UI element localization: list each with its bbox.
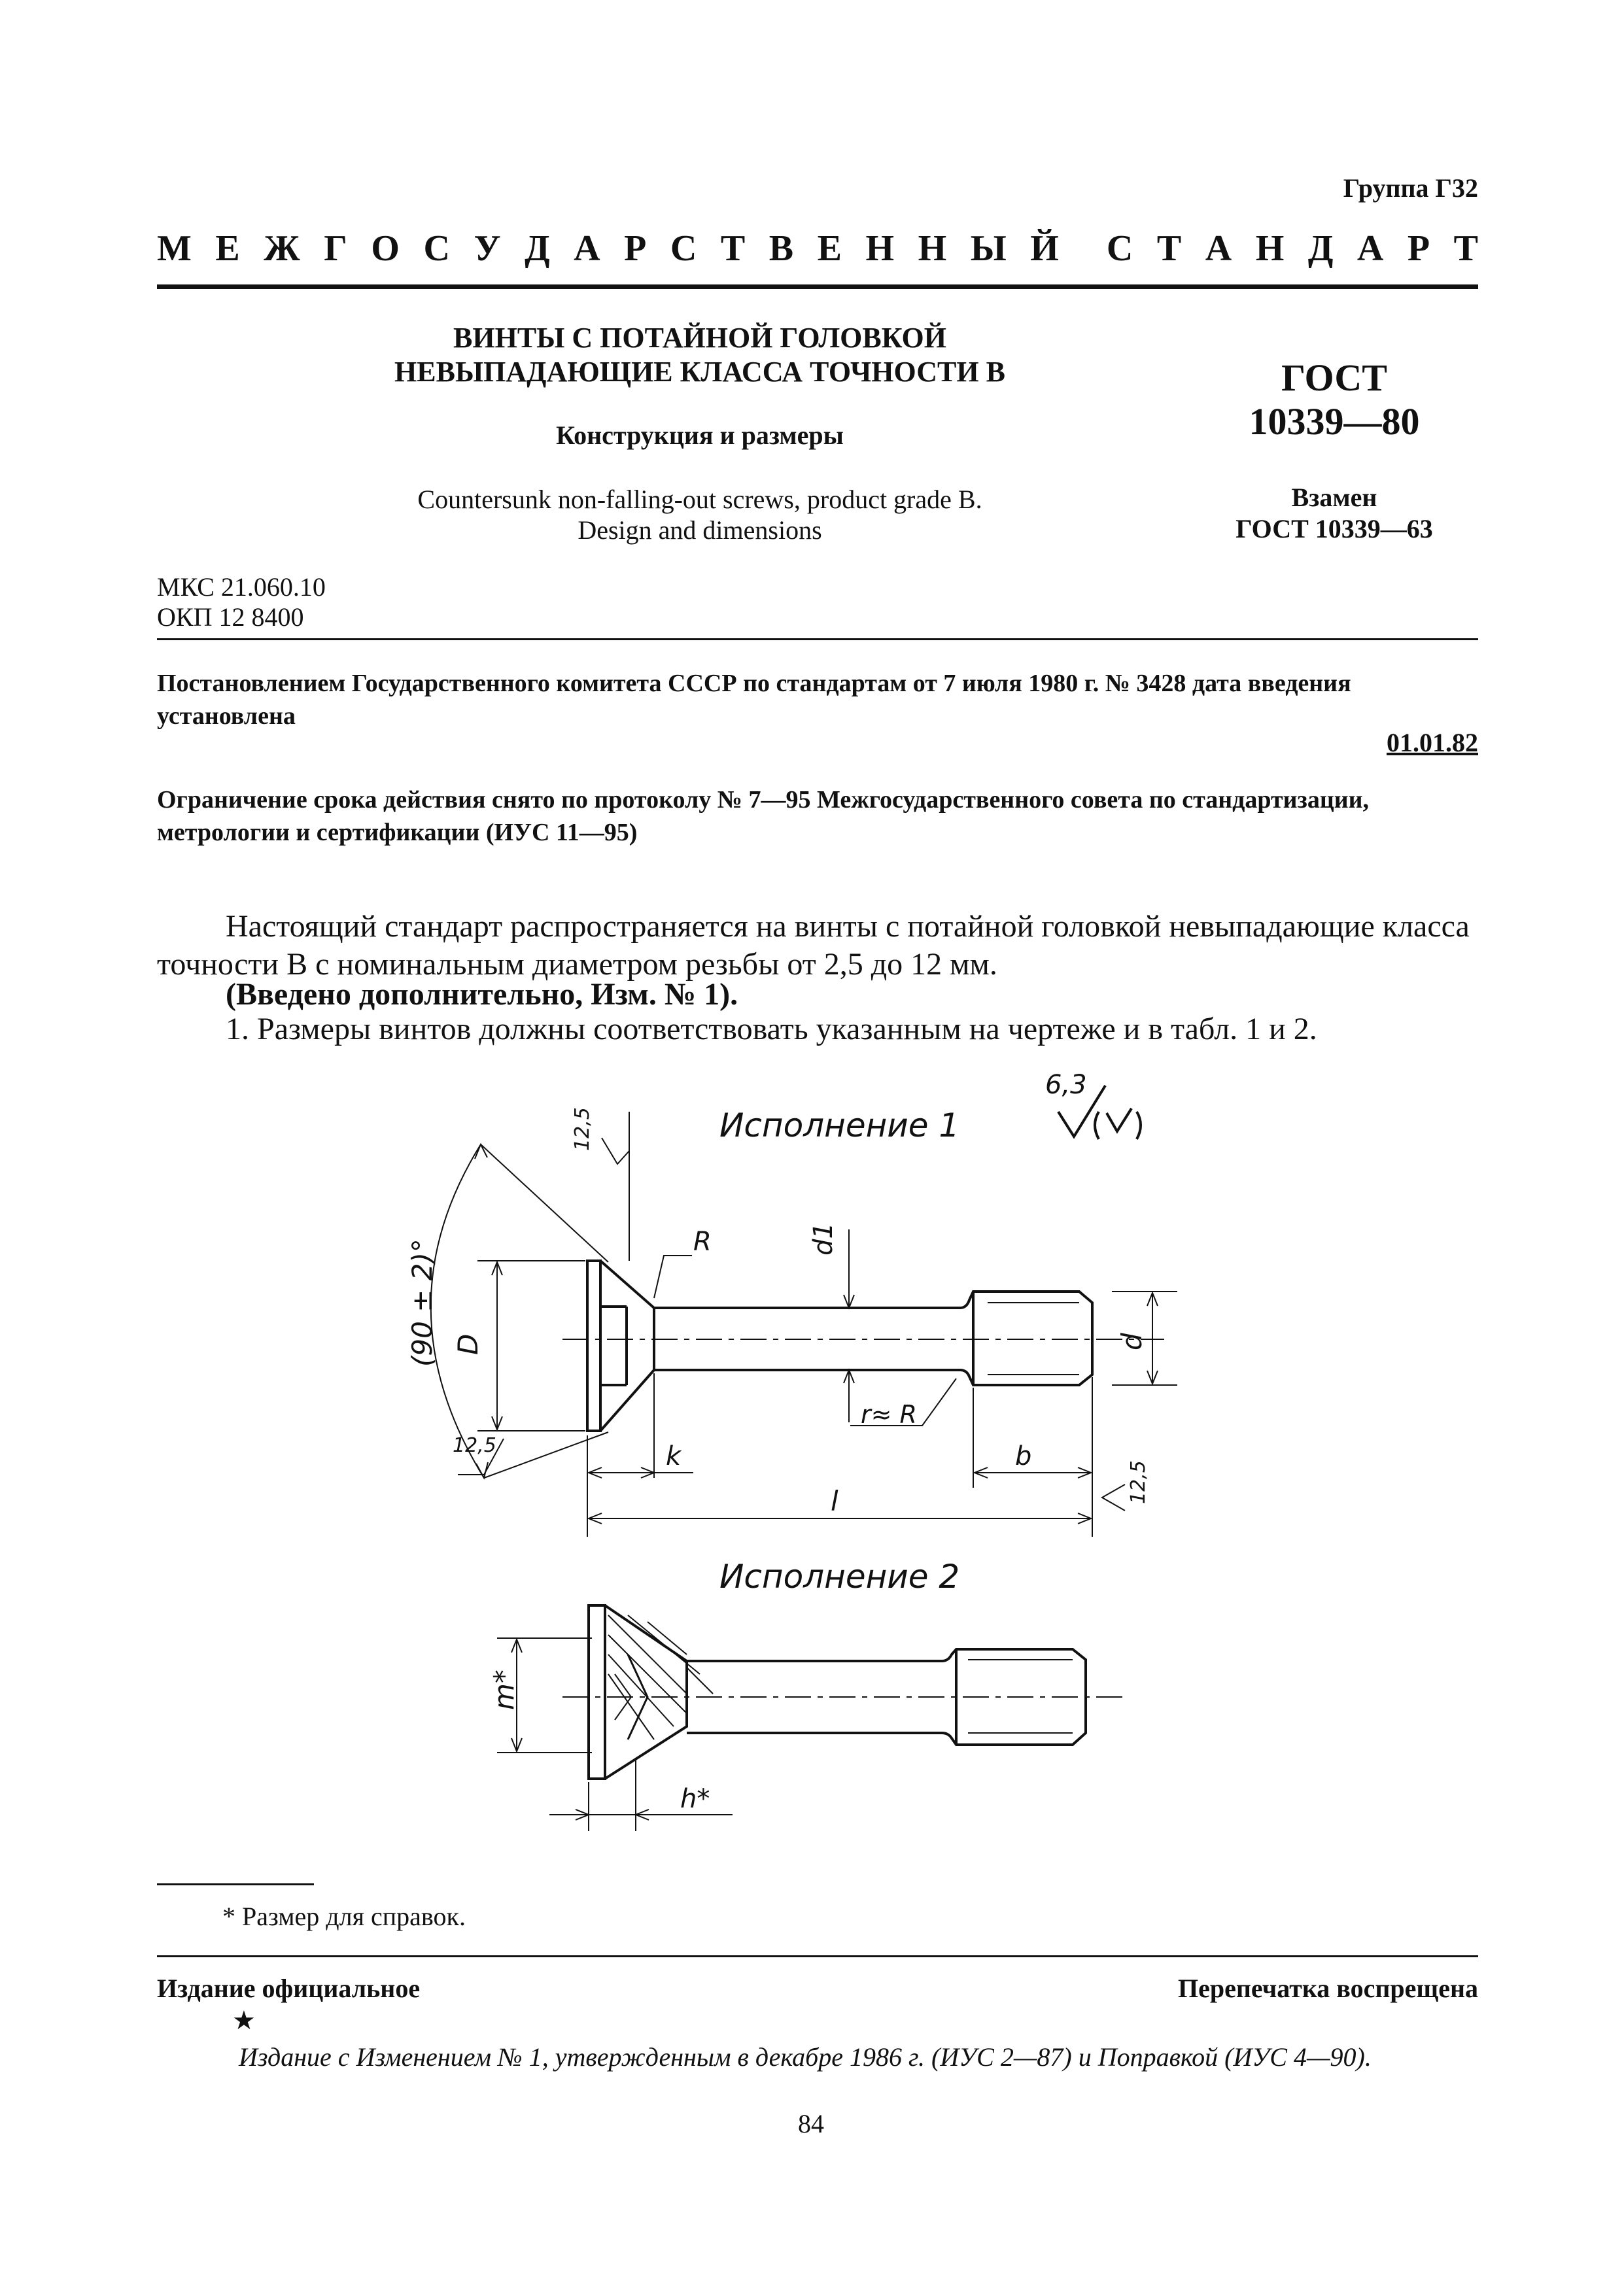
header-letter: Н xyxy=(918,228,947,269)
header-rule xyxy=(157,284,1478,289)
title-english-2: Design and dimensions xyxy=(578,515,822,545)
group-label: Группа Г32 xyxy=(1343,173,1478,203)
page-number: 84 xyxy=(798,2109,824,2138)
header-letter: Н xyxy=(865,228,895,269)
svg-text:h*: h* xyxy=(680,1784,710,1814)
introduced-note: (Введено дополнительно, Изм. № 1). xyxy=(226,977,738,1012)
okp-code: ОКП 12 8400 xyxy=(157,602,304,632)
variant-1-label: Исполнение 1 xyxy=(719,1106,960,1144)
gost-label: ГОСТ xyxy=(1281,356,1387,399)
header-letter: А xyxy=(1356,228,1384,269)
limitation-text: Ограничение срока действия снято по протоколу № 7—95 Межгосударственного совета по стандартизации, метрологии и сертификации (ИУС 11—95) xyxy=(157,786,1370,846)
svg-text:m*: m* xyxy=(488,1670,520,1710)
official-edition: Издание официальное xyxy=(157,1974,421,2003)
svg-text:r≈ R: r≈ R xyxy=(861,1400,917,1429)
header-letter: Н xyxy=(1255,228,1285,269)
header-letter: Ж xyxy=(264,228,300,269)
header-letter: Т xyxy=(1156,228,1182,269)
header-letter: С xyxy=(670,228,697,269)
edition-note: Издание с Изменением № 1, утвержденным в декабре 1986 г. (ИУС 2—87) и Поправкой (ИУС 4—90). xyxy=(239,2042,1372,2072)
variant-2-label: Исполнение 2 xyxy=(719,1558,960,1596)
header-letter: М xyxy=(157,228,192,269)
svg-text:12,5: 12,5 xyxy=(571,1107,594,1151)
codes-rule xyxy=(157,638,1478,640)
header-letter: В xyxy=(769,228,794,269)
replaces-gost: ГОСТ 10339—63 xyxy=(1235,514,1433,543)
svg-text:(90 ± 2)°: (90 ± 2)° xyxy=(406,1239,438,1367)
screw-drawing xyxy=(0,1046,1624,1851)
svg-text:12,5: 12,5 xyxy=(453,1434,496,1457)
shank xyxy=(654,1292,1092,1385)
header-letter: Т xyxy=(1453,228,1478,269)
header-letter: Р xyxy=(1407,228,1430,269)
footnote-rule xyxy=(157,1883,314,1885)
title-line-1: ВИНТЫ С ПОТАЙНОЙ ГОЛОВКОЙ xyxy=(453,322,946,354)
header-letter: Ы xyxy=(970,228,1007,269)
mks-code: МКС 21.060.10 xyxy=(157,572,326,602)
svg-text:k: k xyxy=(666,1441,682,1471)
replaces-label: Взамен xyxy=(1291,483,1377,512)
svg-text:b: b xyxy=(1015,1441,1032,1471)
introduction-date: 01.01.82 xyxy=(1387,728,1478,757)
header-letter: Д xyxy=(525,228,550,269)
title-subtitle: Конструкция и размеры xyxy=(556,420,844,450)
interstate-standard-header xyxy=(157,228,1478,269)
svg-text:D: D xyxy=(452,1333,484,1355)
header-letter: Т xyxy=(720,228,746,269)
item-1: 1. Размеры винтов должны соответствовать указанным на чертеже и в табл. 1 и 2. xyxy=(226,1012,1317,1046)
svg-text:l: l xyxy=(831,1485,838,1517)
header-letter: Й xyxy=(1030,228,1059,269)
footnote: * Размер для справок. xyxy=(222,1902,466,1931)
header-letter: Д xyxy=(1307,228,1334,269)
header-letter: Е xyxy=(817,228,842,269)
header-letter: С xyxy=(423,228,450,269)
title-line-2: НЕВЫПАДАЮЩИЕ КЛАССА ТОЧНОСТИ В xyxy=(394,356,1005,388)
star-mark: ★ xyxy=(232,2006,256,2035)
head-flat xyxy=(587,1261,600,1431)
gost-number: 10339—80 xyxy=(1249,400,1420,443)
svg-text:d1: d1 xyxy=(808,1222,838,1256)
svg-text:12,5: 12,5 xyxy=(1127,1460,1150,1504)
decree-text: Постановлением Государственного комитета СССР по стандартам от 7 июля 1980 г. № 3428 дата введения установлена xyxy=(157,670,1351,730)
reprint-prohibited: Перепечатка воспрещена xyxy=(1178,1974,1478,2003)
header-letter: Р xyxy=(624,228,647,269)
svg-text:d: d xyxy=(1116,1333,1148,1350)
header-letter: А xyxy=(574,228,600,269)
roughness-symbol xyxy=(1045,1070,1141,1139)
svg-text:6,3: 6,3 xyxy=(1045,1070,1087,1100)
title-english-1: Countersunk non-falling-out screws, product grade B. xyxy=(417,485,982,514)
header-letter: С xyxy=(1106,228,1133,269)
header-letter: У xyxy=(474,228,501,269)
header-letter: Е xyxy=(215,228,240,269)
footer-rule xyxy=(157,1955,1478,1957)
header-letter: А xyxy=(1205,228,1232,269)
scope-paragraph: Настоящий стандарт распространяется на винты с потайной головкой невыпадающие класса точности В с номинальным диаметром резьбы от 2,5 до 12 мм. xyxy=(157,909,1470,982)
svg-text:R: R xyxy=(693,1227,712,1257)
header-letter: Г xyxy=(324,228,347,269)
header-letter: О xyxy=(371,228,400,269)
